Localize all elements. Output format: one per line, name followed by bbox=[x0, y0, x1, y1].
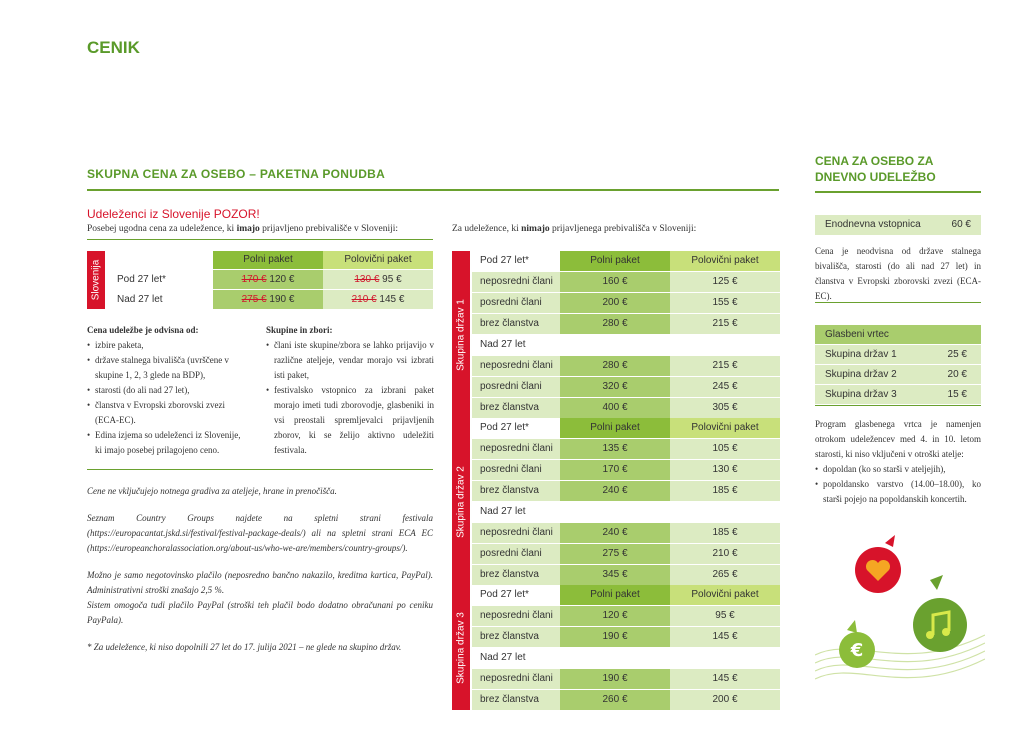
col-header-half: Polovični paket bbox=[323, 251, 433, 269]
groups-info-item: • člani iste skupine/zbora se lahko prijavijo v različne ateljeje, vendar morajo vsi izbrati isti paket, bbox=[266, 338, 434, 383]
depends-item: • izbire paketa, bbox=[87, 338, 247, 353]
slovenia-half-under: 130 € 95 € bbox=[323, 270, 433, 289]
note-2: Seznam Country Groups najdete na spletni strani festivala (https://europacantat.jskd.si/festival/festival-package-deals/) ali na spletni strani ECA EC (https://europeanchoralassociation.org/about-us/who-we-are/members/country-groups/). bbox=[87, 513, 433, 553]
group-side-label: Skupina držav 1 bbox=[452, 251, 470, 418]
age-header: Pod 27 let* bbox=[480, 589, 529, 600]
price-half: 125 € bbox=[670, 272, 780, 292]
kinder-row: Skupina držav 1 25 € bbox=[815, 345, 981, 364]
decorative-illustration bbox=[815, 535, 985, 705]
price-half: 215 € bbox=[670, 356, 780, 376]
price-half: 245 € bbox=[670, 377, 780, 397]
price-full: 240 € bbox=[560, 481, 670, 501]
price-half: 130 € bbox=[670, 460, 780, 480]
price-full: 280 € bbox=[560, 314, 670, 334]
note-3: Možno je samo negotovinsko plačilo (neposredno bančno nakazilo, kreditna kartica, PayPal). Administrativni stroški znašajo 2,5 %. bbox=[87, 570, 433, 595]
slovenia-title: Udeleženci iz Slovenije POZOR! bbox=[87, 207, 260, 221]
day-note: Cena je neodvisna od države stalnega bivališča, starosti (do ali nad 27 let) in članstva v Evropski zborovski zvezi (ECA-EC). bbox=[815, 246, 981, 301]
side-heading-rule bbox=[815, 191, 981, 193]
membership-label: posredni člani bbox=[472, 544, 560, 564]
groups-info-block: Skupine in zbori: • člani iste skupine/zbora se lahko prijavijo v različne ateljeje, vendar morajo vsi izbrati isti paket, • festivalsko vstopnico za izbrani paket morajo imeti tudi zborovodje, glasbeniki in vsi preostali spremljevalci prijavljenih zborov, ki se želijo aktivno udeležiti festivala. bbox=[266, 323, 434, 458]
price-half: 155 € bbox=[670, 293, 780, 313]
side-rule-2 bbox=[815, 405, 981, 406]
col-header-half: Polovični paket bbox=[670, 251, 780, 271]
kinder-note: Program glasbenega vrtca je namenjen otrokom udeležencev med 4. in 10. letom starosti, ki niso vključeni v otroški atelje: • dopoldan (ko so starši v ateljejih), • popoldansko varstvo (14.00–18.00), ko starši pojejo na popoldanskih koncertih. bbox=[815, 417, 981, 507]
slovenia-full-over: 275 € 190 € bbox=[213, 290, 323, 309]
slovenia-row-label-over: Nad 27 let bbox=[117, 294, 163, 305]
price-half: 200 € bbox=[670, 690, 780, 710]
membership-label: brez članstva bbox=[472, 398, 560, 418]
age-header: Nad 27 let bbox=[480, 506, 526, 517]
col-header-full: Polni paket bbox=[213, 251, 323, 269]
slovenia-intro: Posebej ugodna cena za udeležence, ki imajo prijavljeno prebivališče v Sloveniji: bbox=[87, 224, 399, 234]
foreign-intro: Za udeležence, ki nimajo prijavljenega prebivališča v Sloveniji: bbox=[452, 224, 697, 234]
membership-label: neposredni člani bbox=[472, 272, 560, 292]
slovenia-half-over: 210 € 145 € bbox=[323, 290, 433, 309]
age-header: Pod 27 let* bbox=[480, 255, 529, 266]
price-full: 400 € bbox=[560, 398, 670, 418]
kinder-item: • popoldansko varstvo (14.00–18.00), ko starši pojejo na popoldanskih koncertih. bbox=[815, 477, 981, 507]
age-header: Pod 27 let* bbox=[480, 422, 529, 433]
price-half: 265 € bbox=[670, 565, 780, 585]
price-full: 135 € bbox=[560, 439, 670, 459]
note-1: Cene ne vključujejo notnega gradiva za ateljeje, hrane in prenočišča. bbox=[87, 486, 337, 496]
price-full: 200 € bbox=[560, 293, 670, 313]
price-half: 185 € bbox=[670, 523, 780, 543]
group-side-label: Skupina držav 2 bbox=[452, 418, 470, 585]
price-full: 170 € bbox=[560, 460, 670, 480]
membership-label: neposredni člani bbox=[472, 669, 560, 689]
kinder-table bbox=[815, 325, 981, 404]
membership-label: neposredni člani bbox=[472, 439, 560, 459]
price-half: 210 € bbox=[670, 544, 780, 564]
kinder-row: Skupina držav 3 15 € bbox=[815, 385, 981, 404]
heading-rule bbox=[87, 189, 779, 191]
age-header: Nad 27 let bbox=[480, 339, 526, 350]
price-half: 145 € bbox=[670, 669, 780, 689]
col-header-half: Polovični paket bbox=[670, 585, 780, 605]
side-rule-1 bbox=[815, 302, 981, 303]
price-full: 260 € bbox=[560, 690, 670, 710]
price-half: 95 € bbox=[670, 606, 780, 626]
side-heading: CENA ZA OSEBO ZA DNEVNO UDELEŽBO bbox=[815, 154, 936, 184]
col-header-full: Polni paket bbox=[560, 585, 670, 605]
price-full: 275 € bbox=[560, 544, 670, 564]
slovenia-rule bbox=[87, 239, 433, 240]
price-full: 280 € bbox=[560, 356, 670, 376]
price-half: 185 € bbox=[670, 481, 780, 501]
col-header-half: Polovični paket bbox=[670, 418, 780, 438]
heart-icon bbox=[855, 535, 901, 593]
group-table-2 bbox=[452, 418, 780, 585]
membership-label: posredni člani bbox=[472, 293, 560, 313]
depends-item: • države stalnega bivališča (uvrščene v skupine 1, 2, 3 glede na BDP), bbox=[87, 353, 247, 383]
price-full: 345 € bbox=[560, 565, 670, 585]
membership-label: brez članstva bbox=[472, 627, 560, 647]
group-side-label: Skupina držav 3 bbox=[452, 585, 470, 710]
kinder-row: Skupina držav 2 20 € bbox=[815, 365, 981, 384]
kinder-title: Glasbeni vrtec bbox=[815, 325, 981, 344]
music-note-icon bbox=[913, 575, 967, 652]
age-header: Nad 27 let bbox=[480, 652, 526, 663]
day-ticket-label: Enodnevna vstopnica bbox=[825, 219, 921, 230]
price-half: 215 € bbox=[670, 314, 780, 334]
price-full: 190 € bbox=[560, 669, 670, 689]
membership-label: neposredni člani bbox=[472, 356, 560, 376]
price-full: 240 € bbox=[560, 523, 670, 543]
price-half: 105 € bbox=[670, 439, 780, 459]
day-ticket-price: 60 € bbox=[951, 219, 971, 230]
depends-block: Cena udeležbe je odvisna od: • izbire paketa, • države stalnega bivališča (uvrščene v skupine 1, 2, 3 glede na BDP), • starosti (do ali nad 27 let), • članstva v Evropski zborovski zvezi (ECA-EC). • Edina izjema so udeleženci iz Slovenije, ki imajo posebej prilagojeno ceno. bbox=[87, 323, 247, 458]
euro-icon bbox=[839, 620, 875, 668]
depends-item: • starosti (do ali nad 27 let), bbox=[87, 383, 247, 398]
price-full: 190 € bbox=[560, 627, 670, 647]
slovenia-side-label: Slovenija bbox=[87, 251, 105, 309]
kinder-item: • dopoldan (ko so starši v ateljejih), bbox=[815, 462, 981, 477]
price-half: 145 € bbox=[670, 627, 780, 647]
price-full: 120 € bbox=[560, 606, 670, 626]
note-4: Sistem omogoča tudi plačilo PayPal (stroški teh plačil bodo dodatno obračunani po ceniku PayPala). bbox=[87, 600, 433, 625]
section-heading-package: SKUPNA CENA ZA OSEBO – PAKETNA PONUDBA bbox=[87, 167, 386, 181]
depends-item: • Edina izjema so udeleženci iz Slovenije, ki imajo posebej prilagojeno ceno. bbox=[87, 428, 247, 458]
depends-item: • članstva v Evropski zborovski zvezi (ECA-EC). bbox=[87, 398, 247, 428]
slovenia-full-under: 170 € 120 € bbox=[213, 270, 323, 289]
membership-label: brez članstva bbox=[472, 481, 560, 501]
notes-rule bbox=[87, 469, 433, 470]
membership-label: brez članstva bbox=[472, 314, 560, 334]
slovenia-row-label-under: Pod 27 let* bbox=[117, 274, 166, 285]
membership-label: neposredni člani bbox=[472, 523, 560, 543]
price-half: 305 € bbox=[670, 398, 780, 418]
membership-label: brez članstva bbox=[472, 565, 560, 585]
notes-block bbox=[87, 484, 433, 655]
col-header-full: Polni paket bbox=[560, 418, 670, 438]
membership-label: posredni člani bbox=[472, 460, 560, 480]
membership-label: brez članstva bbox=[472, 690, 560, 710]
price-full: 320 € bbox=[560, 377, 670, 397]
day-ticket-row bbox=[815, 215, 981, 235]
slovenia-price-table bbox=[87, 251, 433, 309]
price-full: 160 € bbox=[560, 272, 670, 292]
membership-label: neposredni člani bbox=[472, 606, 560, 626]
page-title: CENIK bbox=[87, 38, 140, 57]
groups-info-item: • festivalsko vstopnico za izbrani paket morajo imeti tudi zborovodje, glasbeniki in vsi preostali spremljevalci prijavljenih zborov, ki se želijo aktivno udeležiti festivala. bbox=[266, 383, 434, 458]
group-table-1 bbox=[452, 251, 780, 418]
svg-text:€: € bbox=[850, 640, 864, 661]
membership-label: posredni člani bbox=[472, 377, 560, 397]
group-table-3 bbox=[452, 585, 780, 710]
note-5: * Za udeležence, ki niso dopolnili 27 let do 17. julija 2021 – ne glede na skupino držav. bbox=[87, 642, 402, 652]
col-header-full: Polni paket bbox=[560, 251, 670, 271]
